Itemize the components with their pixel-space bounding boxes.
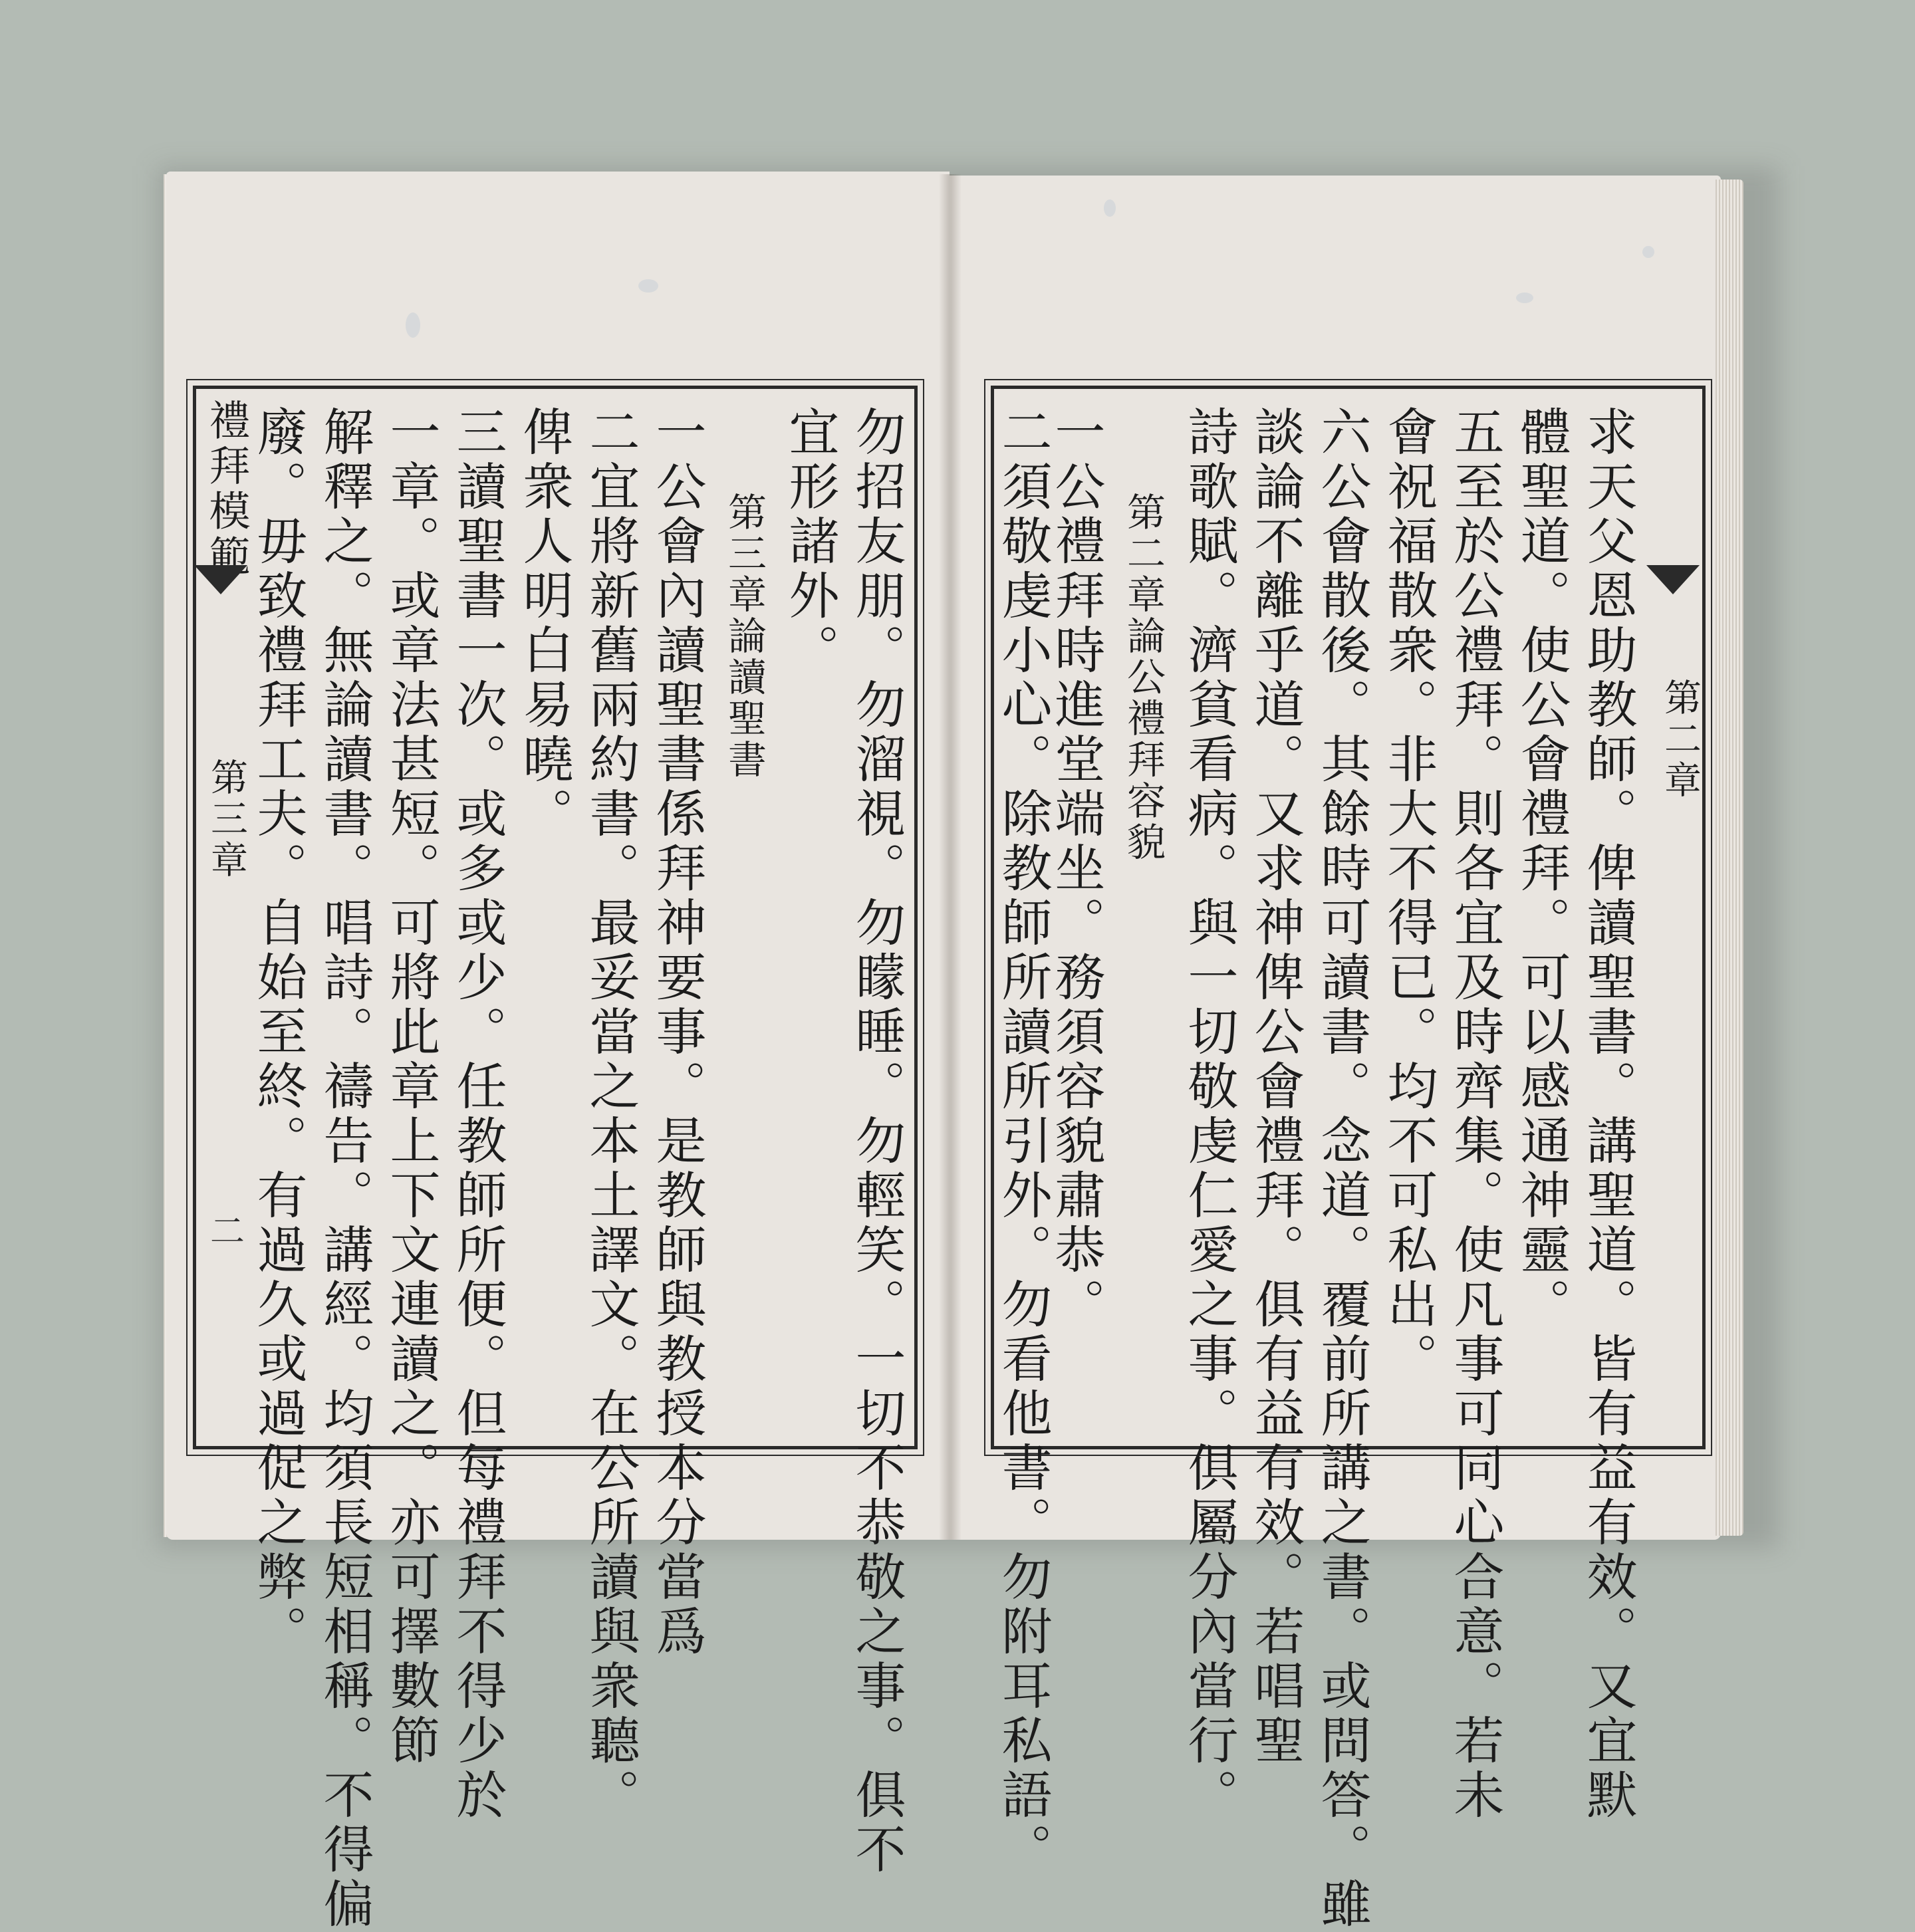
text-column: 宜形諸外。 xyxy=(781,406,840,678)
text-column: 勿招友朋。勿溜視。勿矇睡。勿輕笑。一切不恭敬之事。俱不 xyxy=(847,406,906,1877)
left-margin-title: 禮拜模範 xyxy=(202,399,251,580)
text-column: 一章。或章法甚短。可將此章上下文連讀之。亦可擇數節 xyxy=(382,406,441,1768)
paper-speck xyxy=(1104,199,1116,217)
text-column: 六公會散後。其餘時可讀書。念道。覆前所講之書。或問答。雖 xyxy=(1313,406,1372,1932)
chapter-heading: 第三章論讀聖書 xyxy=(721,492,767,781)
chapter-heading: 第二章論公禮拜容貌 xyxy=(1120,492,1166,863)
text-column: 求天父恩助教師。俾讀聖書。講聖道。皆有益有效。又宜默 xyxy=(1579,406,1638,1823)
left-margin-chapter: 第三章 xyxy=(205,758,248,882)
paper-speck xyxy=(1642,246,1654,258)
fishtail-mark xyxy=(1646,565,1700,594)
text-column: 五至於公禮拜。則各宜及時齊集。使凡事可同心合意。若未 xyxy=(1446,406,1505,1823)
book-gutter xyxy=(939,174,961,1540)
paper-speck xyxy=(1516,293,1533,303)
text-column: 會祝福散衆。非大不得已。均不可私出。 xyxy=(1379,406,1438,1387)
page-number: 二 xyxy=(210,1212,245,1252)
right-margin-chapter: 第二章 xyxy=(1658,678,1702,802)
fishtail-mark xyxy=(194,565,247,594)
text-column: 三讀聖書一次。或多或少。任教師所便。但每禮拜不得少於 xyxy=(448,406,507,1823)
text-column: 解釋之。無論讀書。唱詩。禱告。講經。均須長短相稱。不得偏 xyxy=(315,406,374,1932)
text-column: 體聖道。使公會禮拜。可以感通神靈。 xyxy=(1512,406,1571,1332)
text-column: 一公會內讀聖書係拜神要事。是教師與教授本分當爲 xyxy=(648,406,707,1659)
text-column: 談論不離乎道。又求神俾公會禮拜。俱有益有效。若唱聖 xyxy=(1246,406,1305,1768)
text-column: 廢。毋致禮拜工夫。自始至終。有過久或過促之弊。 xyxy=(249,406,308,1659)
text-column: 俾衆人明白易曉。 xyxy=(515,406,574,842)
paper-speck xyxy=(638,279,658,293)
paper-speck xyxy=(406,312,420,338)
text-column: 一公禮拜時進堂端坐。務須容貌肅恭。 xyxy=(1047,406,1106,1332)
text-column: 詩歌賦。濟貧看病。與一切敬虔仁愛之事。俱屬分內當行。 xyxy=(1180,406,1239,1823)
text-column: 二宜將新舊兩約書。最妥當之本土譯文。在公所讀與衆聽。 xyxy=(581,406,640,1823)
text-column: 二須敬虔小心。除教師所讀所引外。勿看他書。勿附耳私語。 xyxy=(993,406,1053,1877)
right-page-edges xyxy=(1716,180,1743,1536)
